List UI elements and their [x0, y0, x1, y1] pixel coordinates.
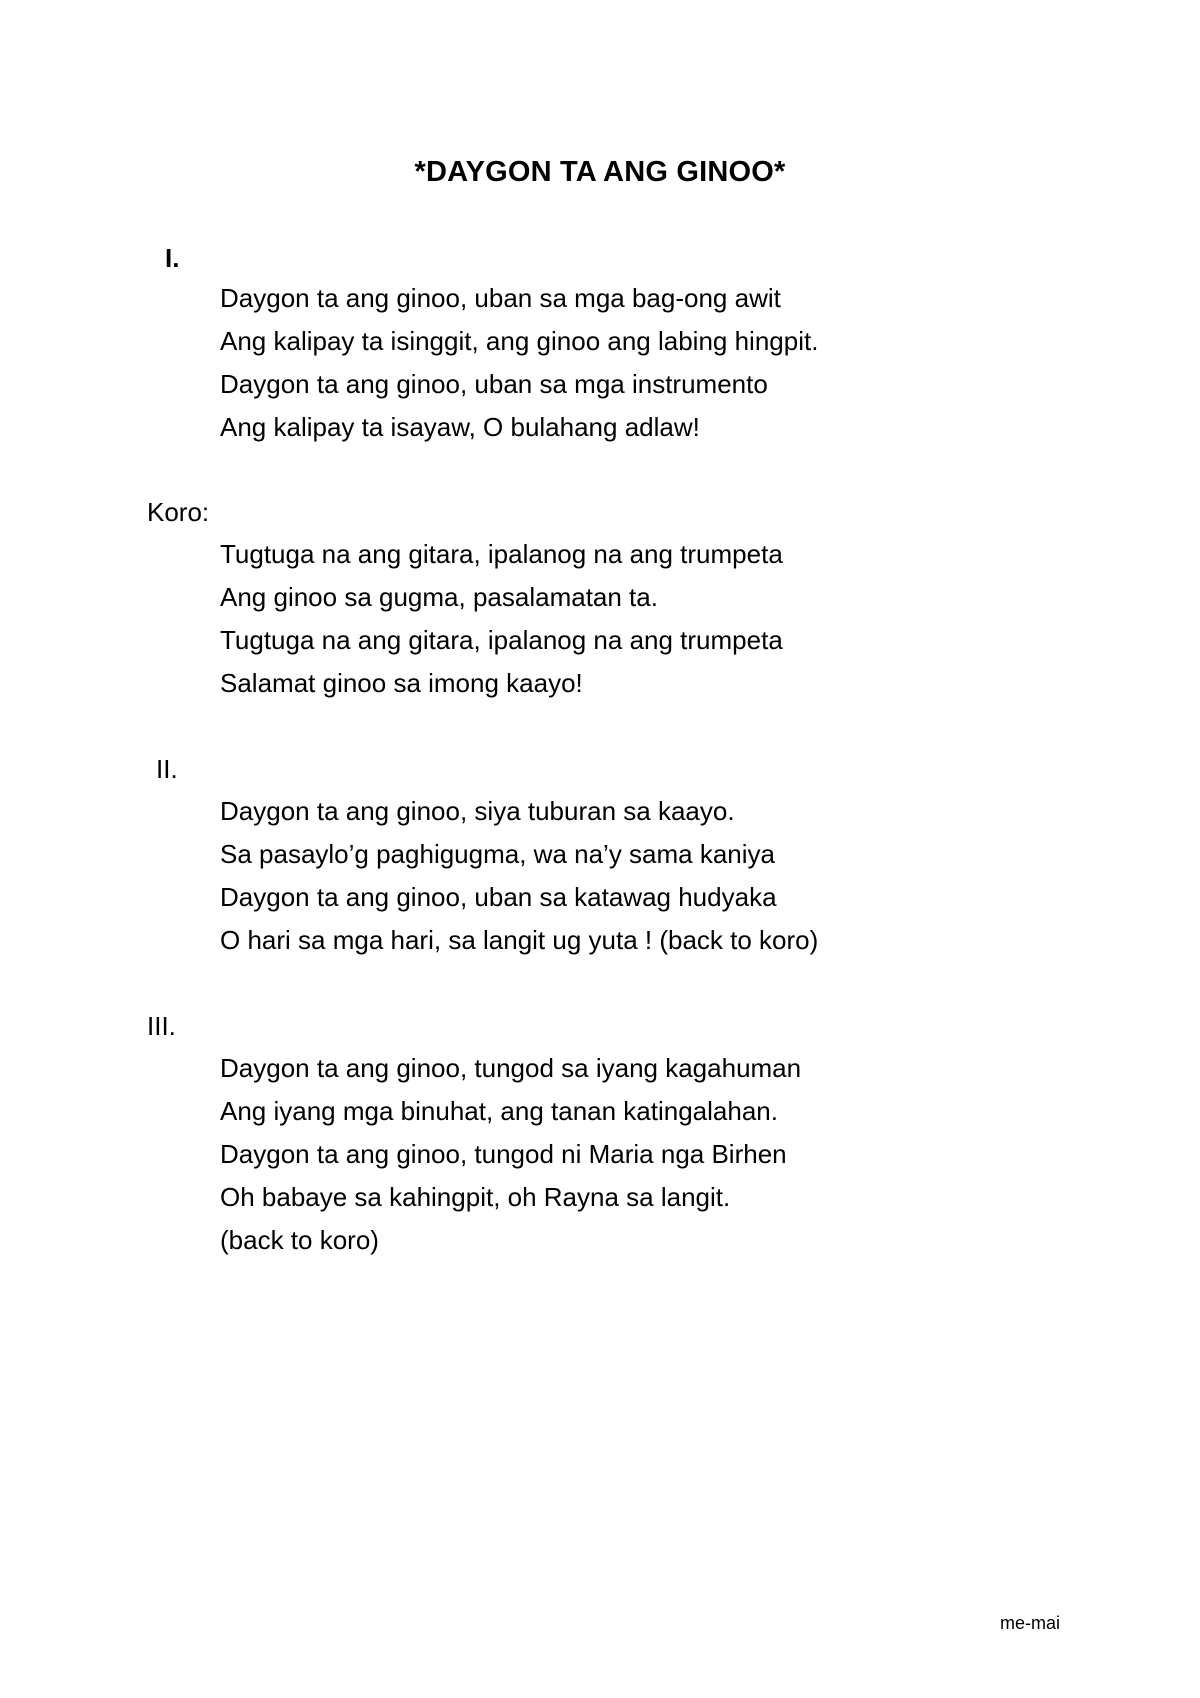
- lyric-line: Daygon ta ang ginoo, uban sa mga bag-ong awit: [220, 283, 781, 313]
- lyric-line: Ang kalipay ta isinggit, ang ginoo ang labing hingpit.: [220, 326, 819, 356]
- chorus-label: Koro:: [147, 497, 210, 527]
- lyric-line: O hari sa mga hari, sa langit ug yuta ! (back to koro): [220, 925, 819, 955]
- verse-2-lines: [220, 790, 818, 962]
- lyric-line: Sa pasaylo’g paghigugma, wa na’y sama kaniya: [220, 839, 776, 869]
- lyric-line: Ang ginoo sa gugma, pasalamatan ta.: [220, 582, 658, 612]
- lyric-line: Daygon ta ang ginoo, tungod ni Maria nga Birhen: [220, 1139, 787, 1169]
- lyric-line: Oh babaye sa kahingpit, oh Rayna sa langit.: [220, 1182, 731, 1212]
- verse-3-lines: [220, 1047, 801, 1262]
- lyric-line: Ang kalipay ta isayaw, O bulahang adlaw!: [220, 412, 700, 442]
- lyric-line: (back to koro): [220, 1225, 379, 1255]
- lyric-line: Salamat ginoo sa imong kaayo!: [220, 668, 583, 698]
- verse-1-label: I.: [165, 243, 180, 273]
- lyric-line: Tugtuga na ang gitara, ipalanog na ang trumpeta: [220, 539, 783, 569]
- lyric-line: Ang iyang mga binuhat, ang tanan katingalahan.: [220, 1096, 778, 1126]
- chorus-lines: [220, 533, 783, 705]
- song-title: *DAYGON TA ANG GINOO*: [414, 156, 786, 188]
- verse-1-lines: [220, 277, 818, 449]
- verse-3-label: III.: [147, 1011, 176, 1041]
- footer-author: me-mai: [999, 1613, 1060, 1633]
- lyric-line: Daygon ta ang ginoo, uban sa mga instrumento: [220, 369, 768, 399]
- lyric-line: Daygon ta ang ginoo, uban sa katawag hudyaka: [220, 882, 777, 912]
- lyric-line: Daygon ta ang ginoo, tungod sa iyang kagahuman: [220, 1053, 802, 1083]
- lyric-line: Tugtuga na ang gitara, ipalanog na ang trumpeta: [220, 625, 783, 655]
- verse-2-label: II.: [156, 754, 178, 784]
- lyric-line: Daygon ta ang ginoo, siya tuburan sa kaayo.: [220, 796, 735, 826]
